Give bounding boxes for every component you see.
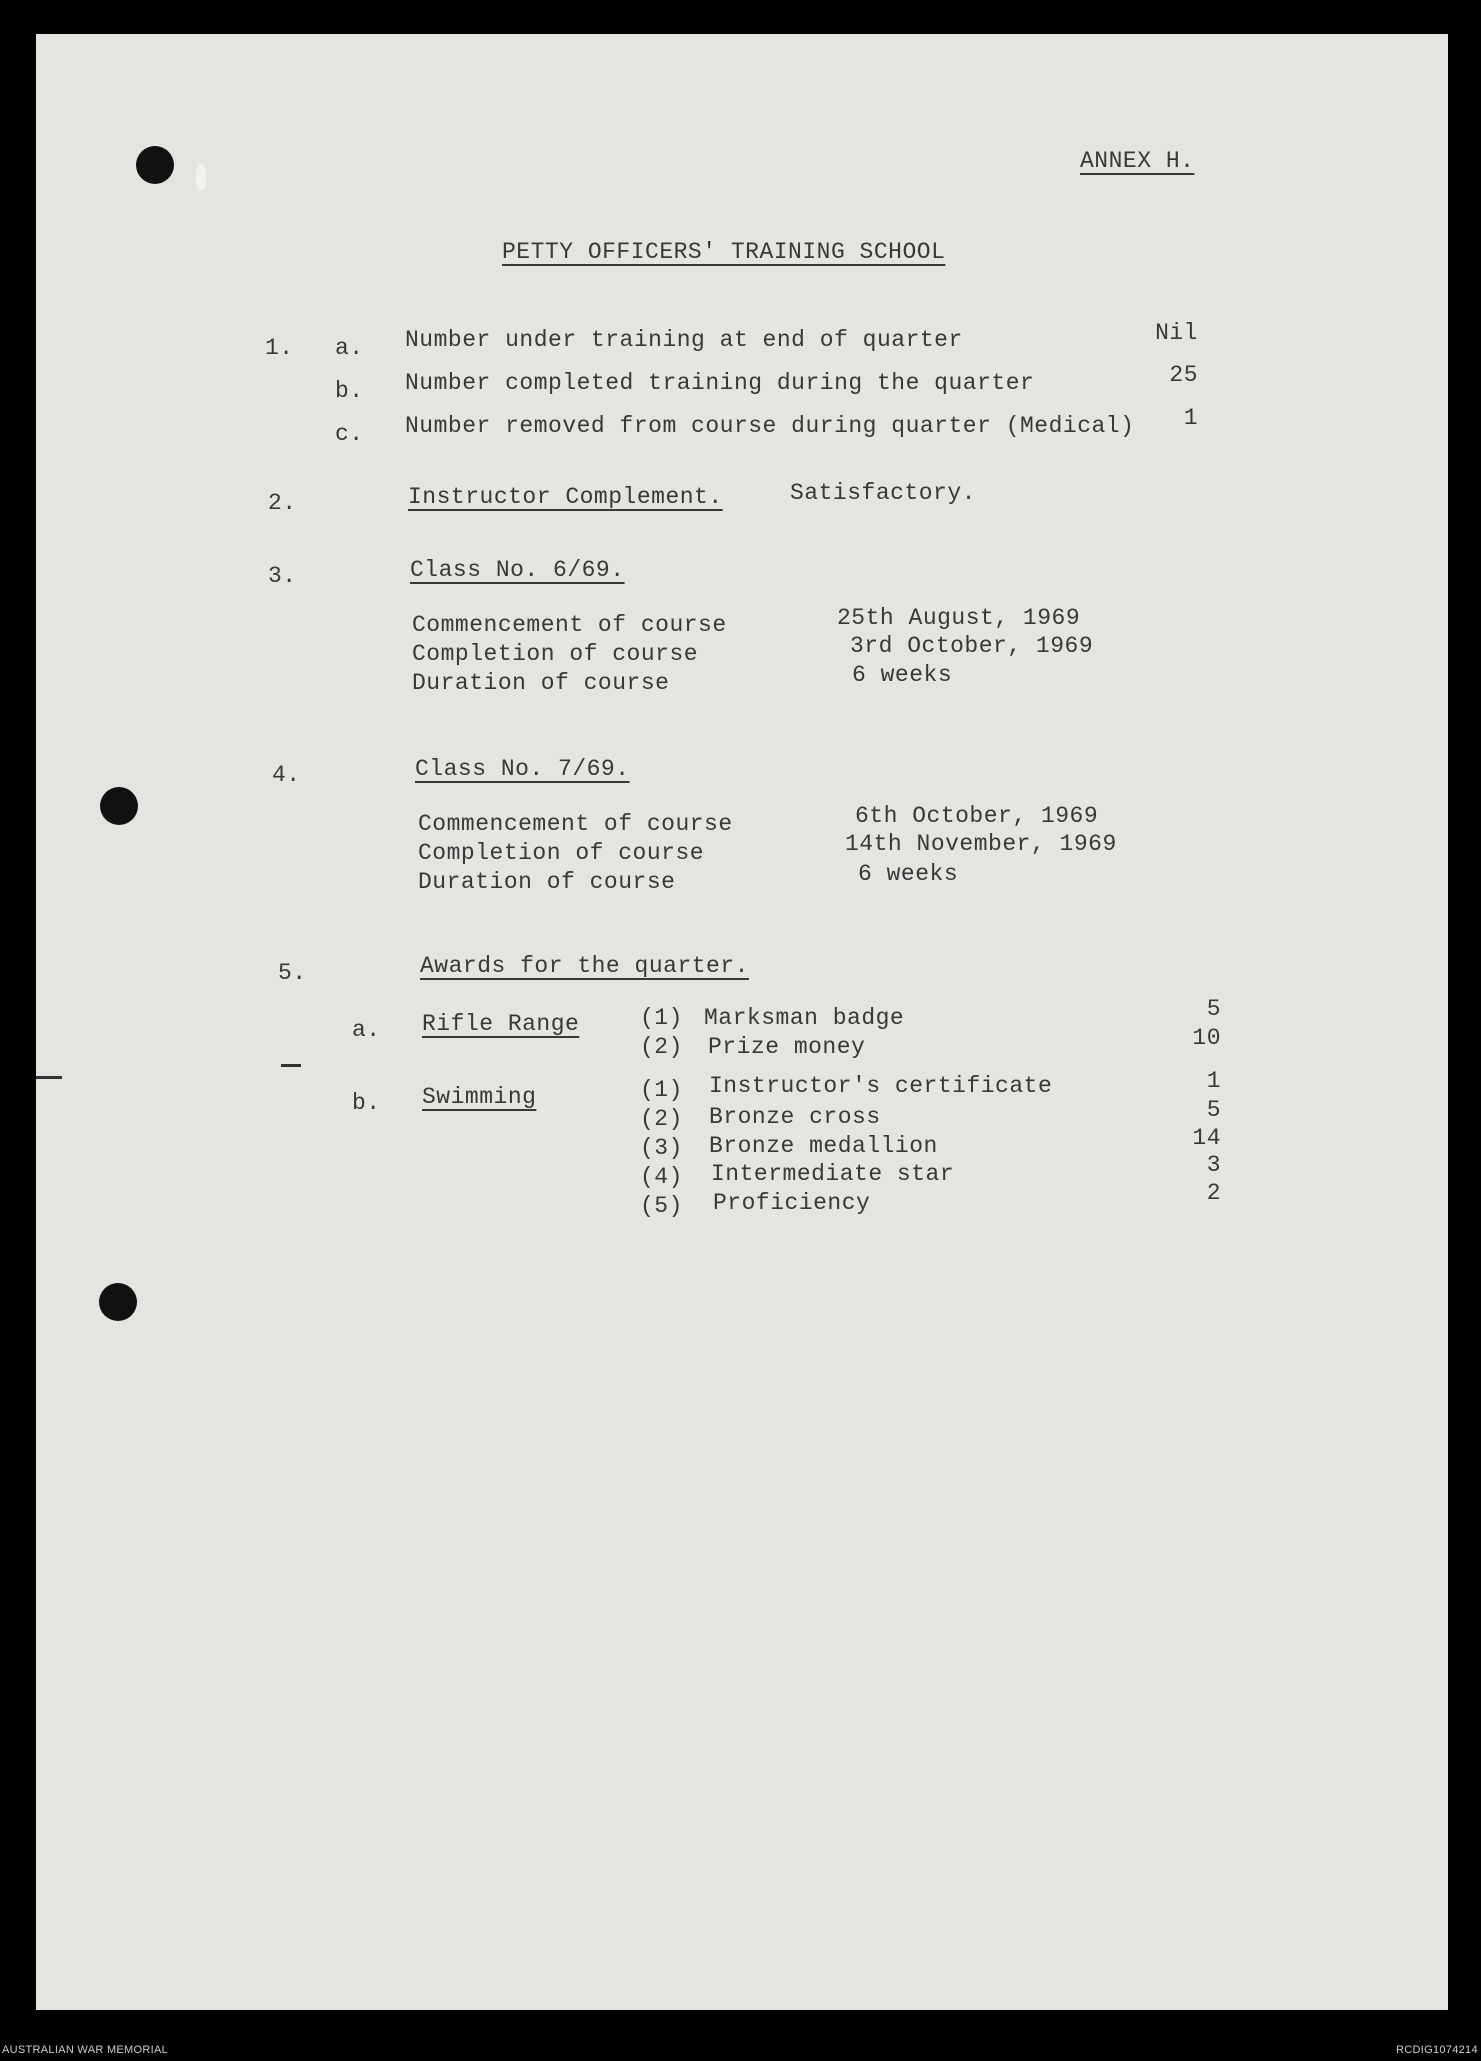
item-1c-value: 1 xyxy=(1183,405,1198,431)
swimming-item-value: 2 xyxy=(1206,1180,1221,1206)
swimming-item-value: 5 xyxy=(1206,1097,1221,1123)
rifle-range-item-value: 10 xyxy=(1192,1025,1221,1051)
section-3-number: 3. xyxy=(268,563,297,589)
class-7-69-label-2: Completion of course xyxy=(418,840,705,866)
item-5a-heading: Rifle Range xyxy=(422,1011,580,1037)
swimming-item-number: (4) xyxy=(640,1164,683,1190)
footer-institution: AUSTRALIAN WAR MEMORIAL xyxy=(2,2044,169,2056)
class-6-69-label-1: Commencement of course xyxy=(412,612,727,638)
class-6-69-label-3: Duration of course xyxy=(412,670,670,696)
margin-mark xyxy=(281,1064,301,1067)
section-2-heading: Instructor Complement. xyxy=(408,484,723,510)
punch-hole xyxy=(136,146,174,184)
item-5a-letter: a. xyxy=(352,1017,381,1043)
class-7-69-label-3: Duration of course xyxy=(418,869,676,895)
item-5b-heading: Swimming xyxy=(422,1084,537,1110)
section-4-number: 4. xyxy=(272,762,301,788)
item-5b-letter: b. xyxy=(352,1090,381,1116)
footer-record-id: RCDIG1074214 xyxy=(1396,2044,1478,2056)
swimming-item-label: Proficiency xyxy=(713,1190,871,1216)
document-title: PETTY OFFICERS' TRAINING SCHOOL xyxy=(502,239,946,265)
rifle-range-item-label: Prize money xyxy=(708,1034,866,1060)
swimming-item-number: (3) xyxy=(640,1135,683,1161)
rifle-range-item-number: (1) xyxy=(640,1005,683,1031)
swimming-item-value: 1 xyxy=(1206,1068,1221,1094)
item-1b-text: Number completed training during the quarter xyxy=(405,370,1035,396)
class-6-69-label-2: Completion of course xyxy=(412,641,699,667)
swimming-item-label: Intermediate star xyxy=(711,1161,955,1187)
class-7-69-value-1: 6th October, 1969 xyxy=(855,803,1099,829)
swimming-item-value: 3 xyxy=(1206,1152,1221,1178)
punch-hole xyxy=(100,787,138,825)
swimming-item-label: Bronze cross xyxy=(709,1104,881,1130)
annex-label: ANNEX H. xyxy=(1080,148,1195,174)
class-7-69-value-2: 14th November, 1969 xyxy=(845,831,1117,857)
class-7-69-label-1: Commencement of course xyxy=(418,811,733,837)
section-2-value: Satisfactory. xyxy=(790,480,976,506)
swimming-item-label: Instructor's certificate xyxy=(709,1073,1053,1099)
section-2-number: 2. xyxy=(268,490,297,516)
rifle-range-item-label: Marksman badge xyxy=(704,1005,905,1031)
section-3-heading: Class No. 6/69. xyxy=(410,557,625,583)
item-1a-letter: a. xyxy=(335,335,364,361)
item-1a-value: Nil xyxy=(1155,320,1198,346)
class-6-69-value-1: 25th August, 1969 xyxy=(837,605,1081,631)
item-1c-letter: c. xyxy=(335,421,364,447)
margin-mark xyxy=(36,1076,62,1079)
item-1b-value: 25 xyxy=(1169,362,1198,388)
rifle-range-item-number: (2) xyxy=(640,1034,683,1060)
swimming-item-value: 14 xyxy=(1192,1125,1221,1151)
swimming-item-label: Bronze medallion xyxy=(709,1133,938,1159)
class-7-69-value-3: 6 weeks xyxy=(858,861,959,887)
swimming-item-number: (5) xyxy=(640,1193,683,1219)
item-1a-text: Number under training at end of quarter xyxy=(405,327,963,353)
swimming-item-number: (1) xyxy=(640,1077,683,1103)
paper-tear xyxy=(196,164,206,190)
rifle-range-item-value: 5 xyxy=(1206,996,1221,1022)
section-5-heading: Awards for the quarter. xyxy=(420,953,749,979)
item-1c-text: Number removed from course during quarter (Medical) xyxy=(405,413,1135,439)
section-1-number: 1. xyxy=(265,335,294,361)
punch-hole xyxy=(99,1283,137,1321)
section-4-heading: Class No. 7/69. xyxy=(415,756,630,782)
swimming-item-number: (2) xyxy=(640,1106,683,1132)
class-6-69-value-3: 6 weeks xyxy=(852,662,953,688)
section-5-number: 5. xyxy=(278,960,307,986)
item-1b-letter: b. xyxy=(335,378,364,404)
class-6-69-value-2: 3rd October, 1969 xyxy=(850,633,1094,659)
